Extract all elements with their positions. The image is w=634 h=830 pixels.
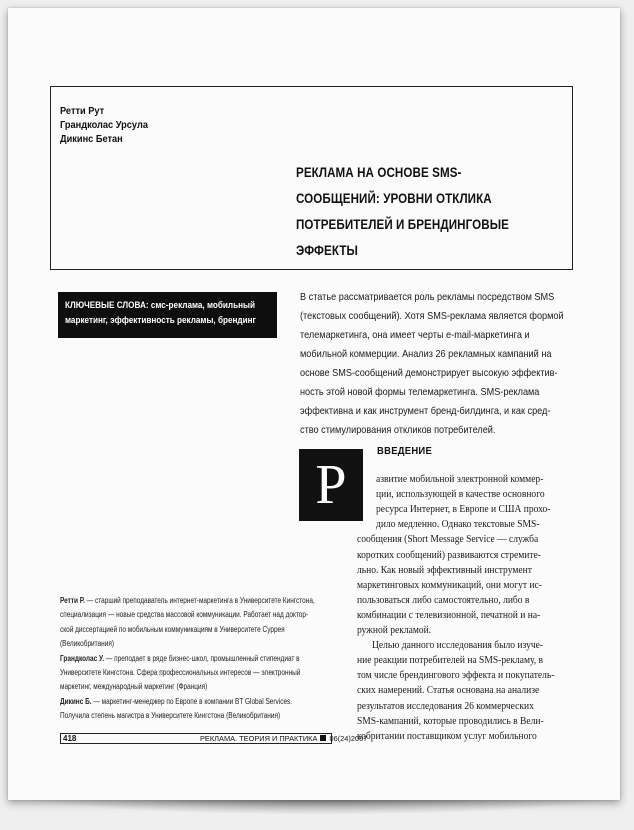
bio-line bbox=[60, 637, 315, 651]
body-line: кобритании поставщиком услуг мобильного bbox=[357, 730, 537, 742]
body-line: льно. Как новый эффективный инструмент bbox=[357, 564, 532, 576]
abstract bbox=[300, 288, 564, 440]
bio-text: ской диссертацией по мобильным коммуникациям в Университете Суррея bbox=[60, 624, 285, 634]
journal-name: РЕКЛАМА. ТЕОРИЯ И ПРАКТИКА bbox=[200, 734, 318, 743]
author-name: Грандколас Урсула bbox=[60, 119, 148, 131]
footer-rule-left bbox=[60, 733, 61, 743]
bio-author-name: Ретти Р. bbox=[60, 596, 85, 605]
bio-line bbox=[60, 709, 315, 723]
bio-text: — маркетинг-менеджер по Европе в компании BT Global Services. bbox=[91, 696, 293, 706]
bio-author-name: Дикинс Б. bbox=[60, 696, 92, 706]
bio-line bbox=[60, 666, 315, 680]
abstract-line: В статье рассматривается роль рекламы посредством SMS bbox=[300, 292, 555, 303]
abstract-line: (текстовых сообщений). Хотя SMS-реклама является формой bbox=[300, 311, 564, 322]
abstract-line: основе SMS-сообщений демонстрирует высокую эффектив- bbox=[300, 368, 558, 379]
abstract-line: мобильной коммерции. Анализ 26 рекламных кампаний на bbox=[300, 349, 552, 360]
abstract-line: телемаркетинга, она имеет черты e-mail-маркетинга и bbox=[300, 330, 530, 341]
body-line: SMS-кампаний, которые проводились в Вели- bbox=[357, 715, 544, 727]
article-title bbox=[296, 160, 537, 264]
footer-rule-bottom bbox=[60, 743, 332, 744]
body-line: коротких сообщений) развиваются стремите- bbox=[357, 549, 541, 561]
drop-cap: Р bbox=[299, 449, 363, 521]
abstract-line: ство стимулирования откликов потребителей. bbox=[300, 425, 496, 436]
abstract-line: эффективна и как инструмент бренд-билдинга, и как сред- bbox=[300, 406, 551, 417]
body-line: ции, использующей в качестве основного bbox=[376, 489, 545, 501]
abstract-line: ность этой новой формы телемаркетинга. SMS-реклама bbox=[300, 387, 540, 398]
journal-footer bbox=[200, 734, 368, 743]
body-line: ресурса Интернет, в Европе и США прохо- bbox=[376, 504, 551, 516]
body-line: азвитие мобильной электронной коммер- bbox=[376, 474, 544, 485]
body-line: ние реакции потребителей на SMS-рекламу, в bbox=[357, 655, 544, 667]
bio-line bbox=[60, 608, 315, 622]
section-heading: ВВЕДЕНИЕ bbox=[377, 445, 433, 457]
bio-line bbox=[60, 680, 315, 694]
body-line: том числе брендингового эффекта и покупатель- bbox=[357, 670, 555, 682]
author-name: Дикинс Бетан bbox=[60, 133, 123, 145]
body-line: маркетинговых коммуникаций, они могут ис- bbox=[357, 579, 542, 591]
bio-line bbox=[60, 623, 315, 637]
author-name: Ретти Рут bbox=[60, 105, 105, 117]
body-line: результатов исследования 26 коммерческих bbox=[357, 700, 534, 712]
title-line: РЕКЛАМА НА ОСНОВЕ SMS- bbox=[296, 165, 462, 180]
square-bullet-icon bbox=[320, 735, 326, 741]
bio-text: — преподает в ряде бизнес-школ, промышленный стипендиат в bbox=[104, 653, 300, 663]
bio-text: (Великобритания) bbox=[60, 639, 115, 649]
body-line: комбинации с телевизионной, печатной и на- bbox=[357, 609, 541, 621]
bio-line bbox=[60, 594, 315, 608]
page-number: 418 bbox=[63, 734, 77, 743]
body-line: сообщения (Short Message Service — служба bbox=[357, 534, 539, 546]
title-line: СООБЩЕНИЙ: УРОВНИ ОТКЛИКА bbox=[296, 191, 492, 206]
keywords-box bbox=[58, 292, 277, 338]
bio-author-name: Грандколас У. bbox=[60, 653, 105, 663]
issue-number: 06(24)2007 bbox=[329, 734, 368, 743]
title-line: ЭФФЕКТЫ bbox=[296, 243, 358, 258]
bio-text: Получила степень магистра в Университете Кингстона (Великобритания) bbox=[60, 711, 281, 721]
body-line: ских намерений. Статья основана на анализе bbox=[357, 685, 540, 697]
title-line: ПОТРЕБИТЕЛЕЙ И БРЕНДИНГОВЫЕ bbox=[296, 217, 510, 232]
keywords-line: КЛЮЧЕВЫЕ СЛОВА: смс-реклама, мобильный bbox=[65, 300, 256, 311]
body-line: ружной рекламой. bbox=[357, 625, 432, 636]
bio-line bbox=[60, 652, 315, 666]
author-bios bbox=[60, 594, 315, 724]
keywords-line: маркетинг, эффективность рекламы, брендинг bbox=[65, 315, 256, 326]
bio-text: маркетинг, международный маркетинг (Франция) bbox=[60, 682, 208, 692]
bio-line bbox=[60, 695, 315, 709]
body-line: пользоваться либо самостоятельно, либо в bbox=[357, 594, 530, 606]
body-line: дило медленно. Однако текстовые SMS- bbox=[376, 519, 540, 531]
body-line: Целью данного исследования было изуче- bbox=[372, 640, 544, 652]
bio-text: — старший преподаватель интернет-маркетинга в Университете Кингстона, bbox=[84, 596, 315, 605]
bio-text: специализация — новые средства массовой коммуникации. Работает над доктор- bbox=[60, 610, 309, 620]
bio-text: Университете Кингстона. Сфера профессиональных интересов — электронный bbox=[60, 668, 301, 678]
author-list bbox=[60, 104, 148, 146]
